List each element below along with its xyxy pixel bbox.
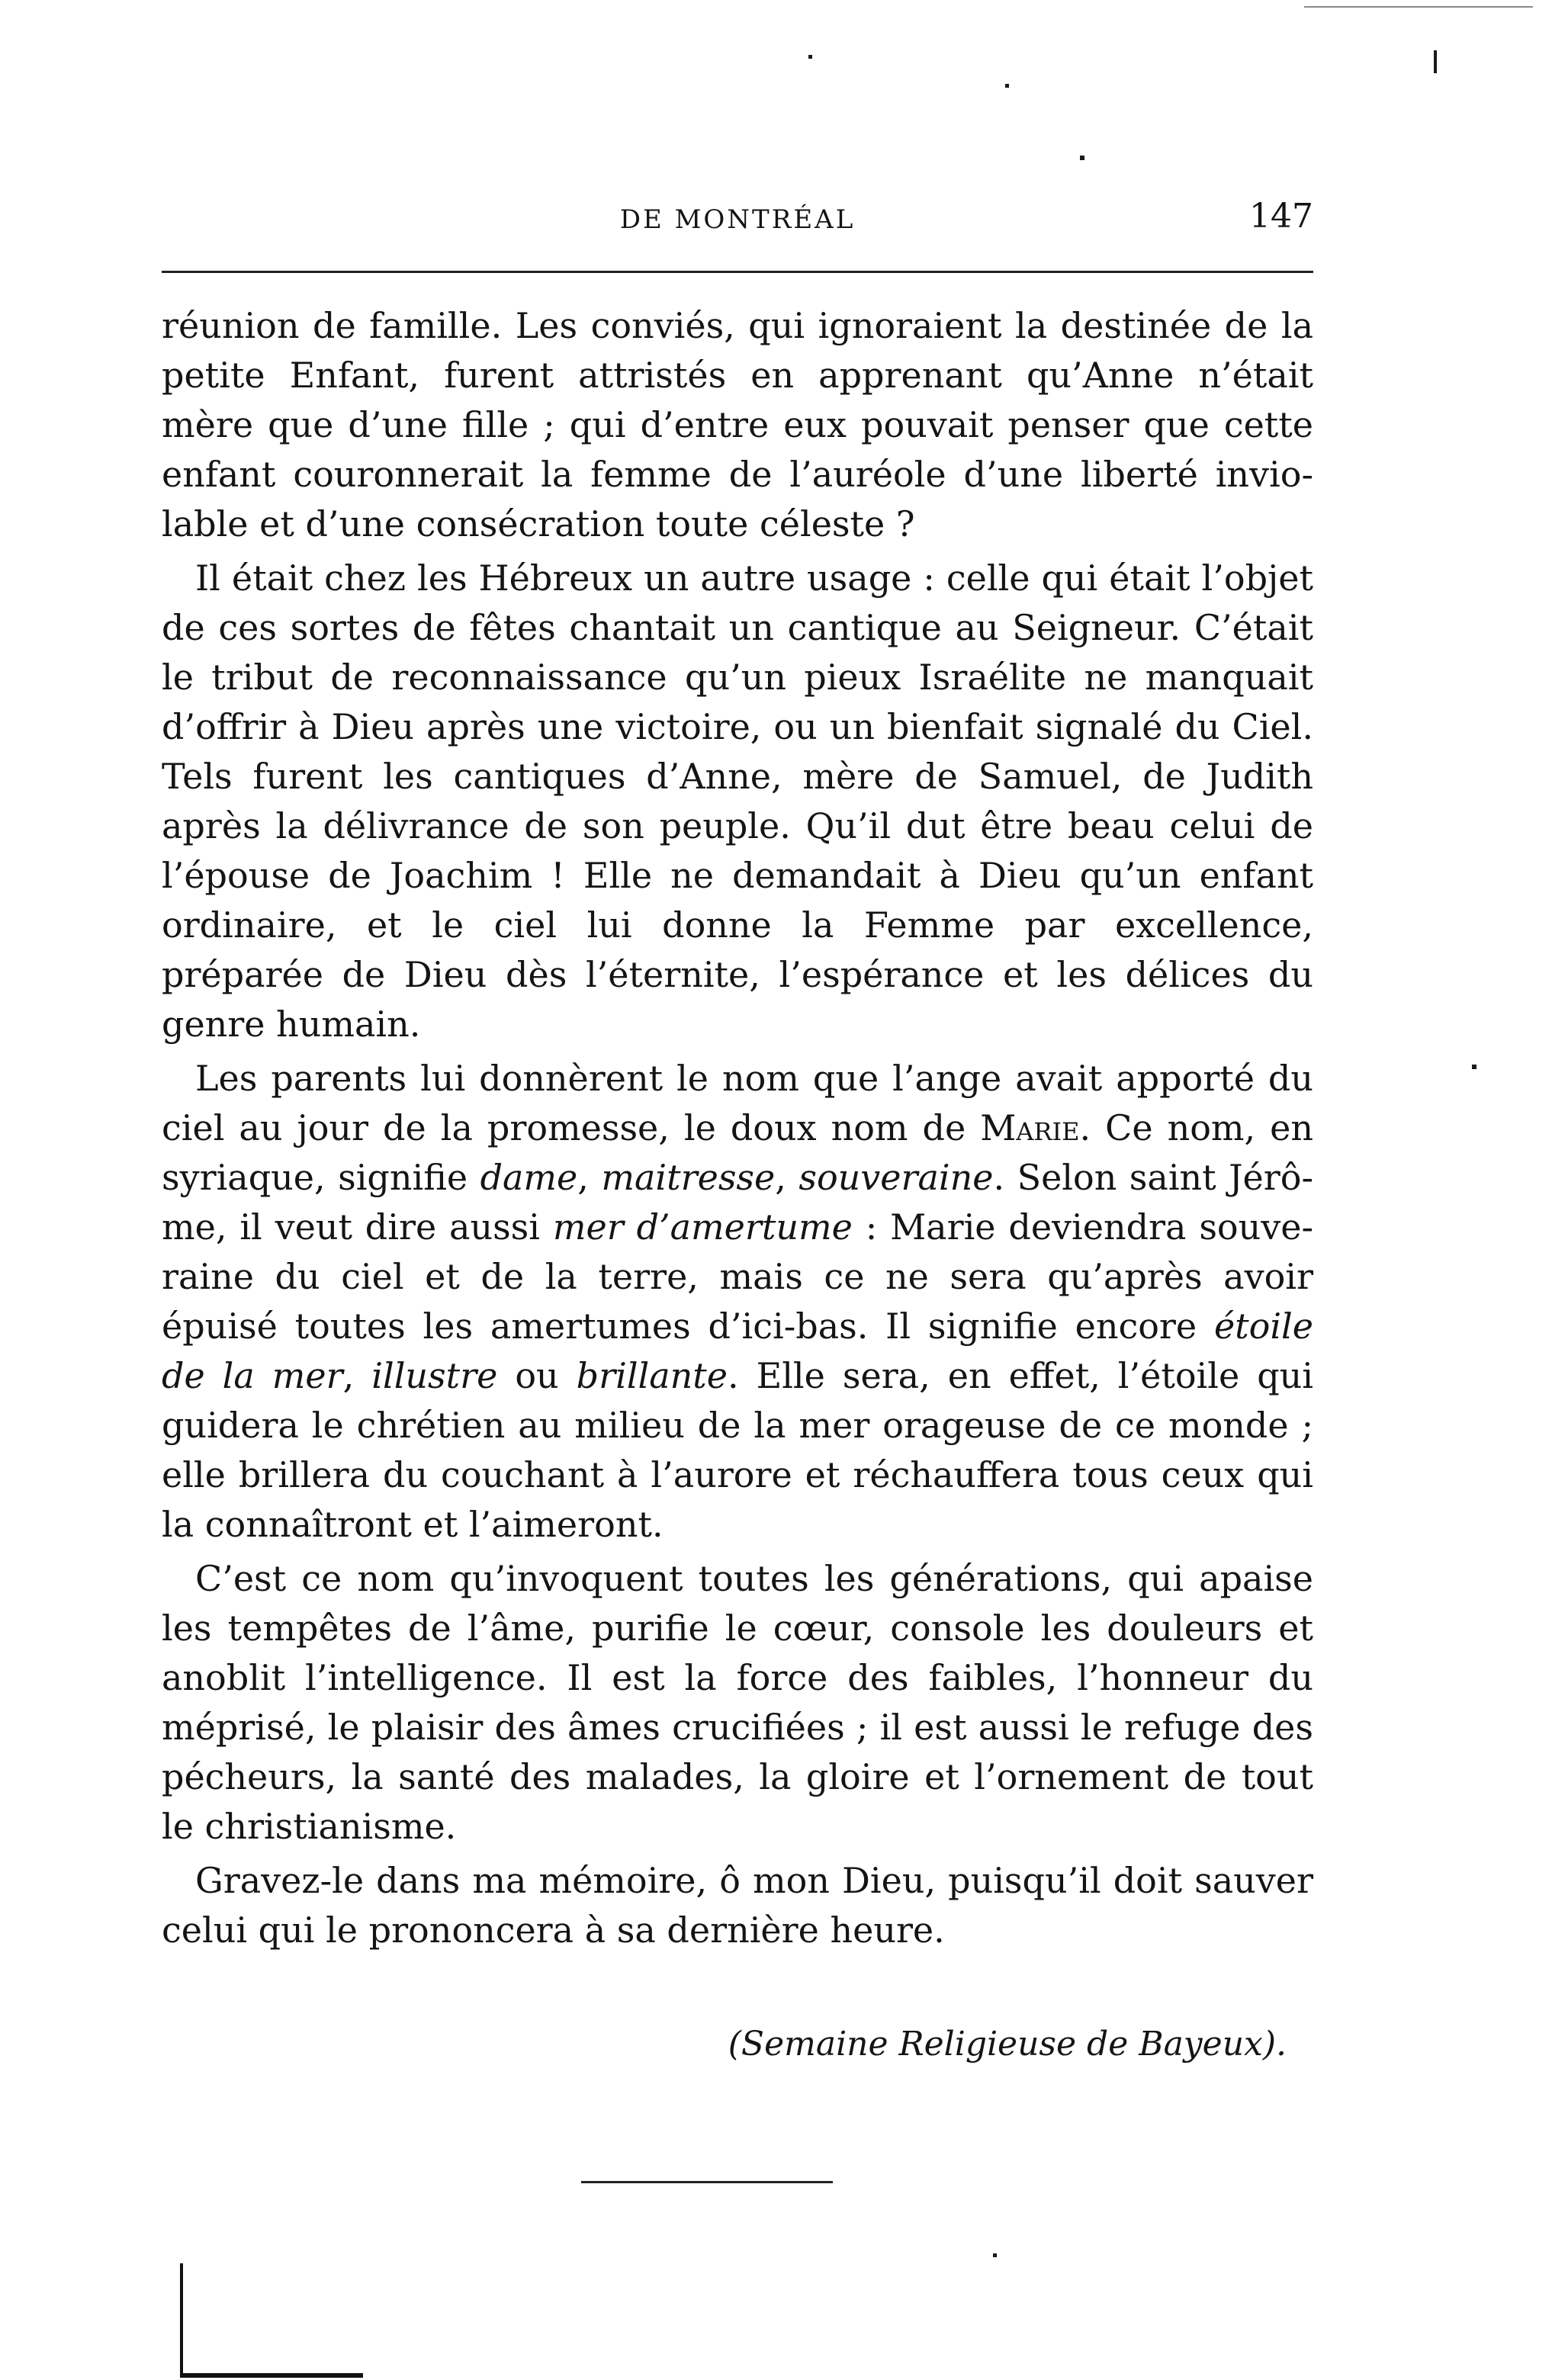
body-text <box>162 301 1313 1960</box>
page-number: 147 <box>1249 197 1313 236</box>
p3-text: . Ce nom, en syriaque, signifie <box>162 1107 1313 1198</box>
italic-term: souveraine <box>798 1157 994 1198</box>
scan-speck <box>1304 6 1533 8</box>
running-head <box>162 197 1313 242</box>
paragraph-4: C’est ce nom qu’invoquent toutes les générations, qui apaise les tempêtes de l’âme, purifie le cœur, console les douleurs et anoblit l’intelligence. Il est la force des faibles, l’honneur du méprisé, le plaisir des âmes crucifiées ; il est aussi le refuge des pécheurs, la santé des malades, la gloire et l’ornement de tout le christianisme. <box>162 1558 1313 1847</box>
source-citation: (Semaine Religieuse de Bayeux). <box>728 2025 1287 2064</box>
p3-text: . Selon saint Jérôme, il veut dire aussi <box>162 1157 1313 1248</box>
scan-edge-left <box>180 2263 183 2378</box>
scan-speck <box>1005 84 1009 88</box>
p3-text: ou <box>497 1355 577 1396</box>
end-rule <box>581 2181 833 2183</box>
scan-speck <box>993 2253 997 2257</box>
p3-text: . Elle sera, en effet, l’étoile qui guidera le chrétien au milieu de la mer orageuse de ce monde ; elle brillera du couchant à l’aurore et réchauffera tous ceux qui la connaîtront et l’aimeront. <box>162 1355 1313 1545</box>
italic-term: illustre <box>371 1355 498 1396</box>
italic-term: étoile de la mer <box>162 1306 1313 1396</box>
italic-term: dame <box>480 1157 578 1198</box>
paragraph-2: Il était chez les Hébreux un autre usage : celle qui était l’objet de ces sortes de fêtes chantait un cantique au Seigneur. C’était le tribut de reconnaissance qu’un pieux Israélite ne manquait d’offrir à Dieu après une victoire, ou un bienfait signalé du Ciel. Tels furent les cantiques d’Anne, mère de Samuel, de Judith après la délivrance de son peuple. Qu’il dut être beau celui de l’épouse de Joachim ! Elle ne demandait à Dieu qu’un enfant ordinaire, et le ciel lui donne la Femme par excellence, préparée de Dieu dès l’éternite, l’espérance et les délices du genre humain. <box>162 557 1313 1045</box>
italic-term: mer d’amertume <box>552 1206 853 1248</box>
p3-text: , <box>342 1355 372 1396</box>
paragraph-3 <box>162 1054 1313 1550</box>
italic-term: brillante <box>576 1355 728 1396</box>
p3-text: , <box>775 1157 799 1198</box>
p3-text: Les parents lui donnèrent le nom que l’ange avait apporté du ciel au jour de la promesse, le doux nom de <box>162 1058 1313 1148</box>
paragraph-5: Gravez-le dans ma mémoire, ô mon Dieu, puisqu’il doit sauver celui qui le prononcera à sa dernière heure. <box>162 1860 1313 1951</box>
header-rule <box>162 271 1313 273</box>
p3-text: : Marie deviendra souveraine du ciel et de la terre, mais ce ne sera qu’après avoir épuisé toutes les amertumes d’ici-bas. Il signifie encore <box>162 1206 1314 1347</box>
scan-speck <box>808 55 812 59</box>
scan-speck <box>1080 156 1084 160</box>
scan-speck <box>1472 1065 1476 1069</box>
p3-text: , <box>577 1157 602 1198</box>
scan-edge-bottom <box>180 2373 363 2378</box>
scan-speck <box>1434 50 1437 73</box>
paragraph-1: réunion de famille. Les conviés, qui ignoraient la destinée de la petite Enfant, furent attristés en apprenant qu’Anne n’était mère que d’une fille ; qui d’entre eux pouvait penser que cette enfant couronnerait la femme de l’auréole d’une liberté inviolable et d’une consécration toute céleste ? <box>162 305 1313 544</box>
name-marie: Marie <box>980 1107 1080 1148</box>
italic-term: maitresse <box>601 1157 776 1198</box>
running-title: DE MONTRÉAL <box>619 204 856 235</box>
